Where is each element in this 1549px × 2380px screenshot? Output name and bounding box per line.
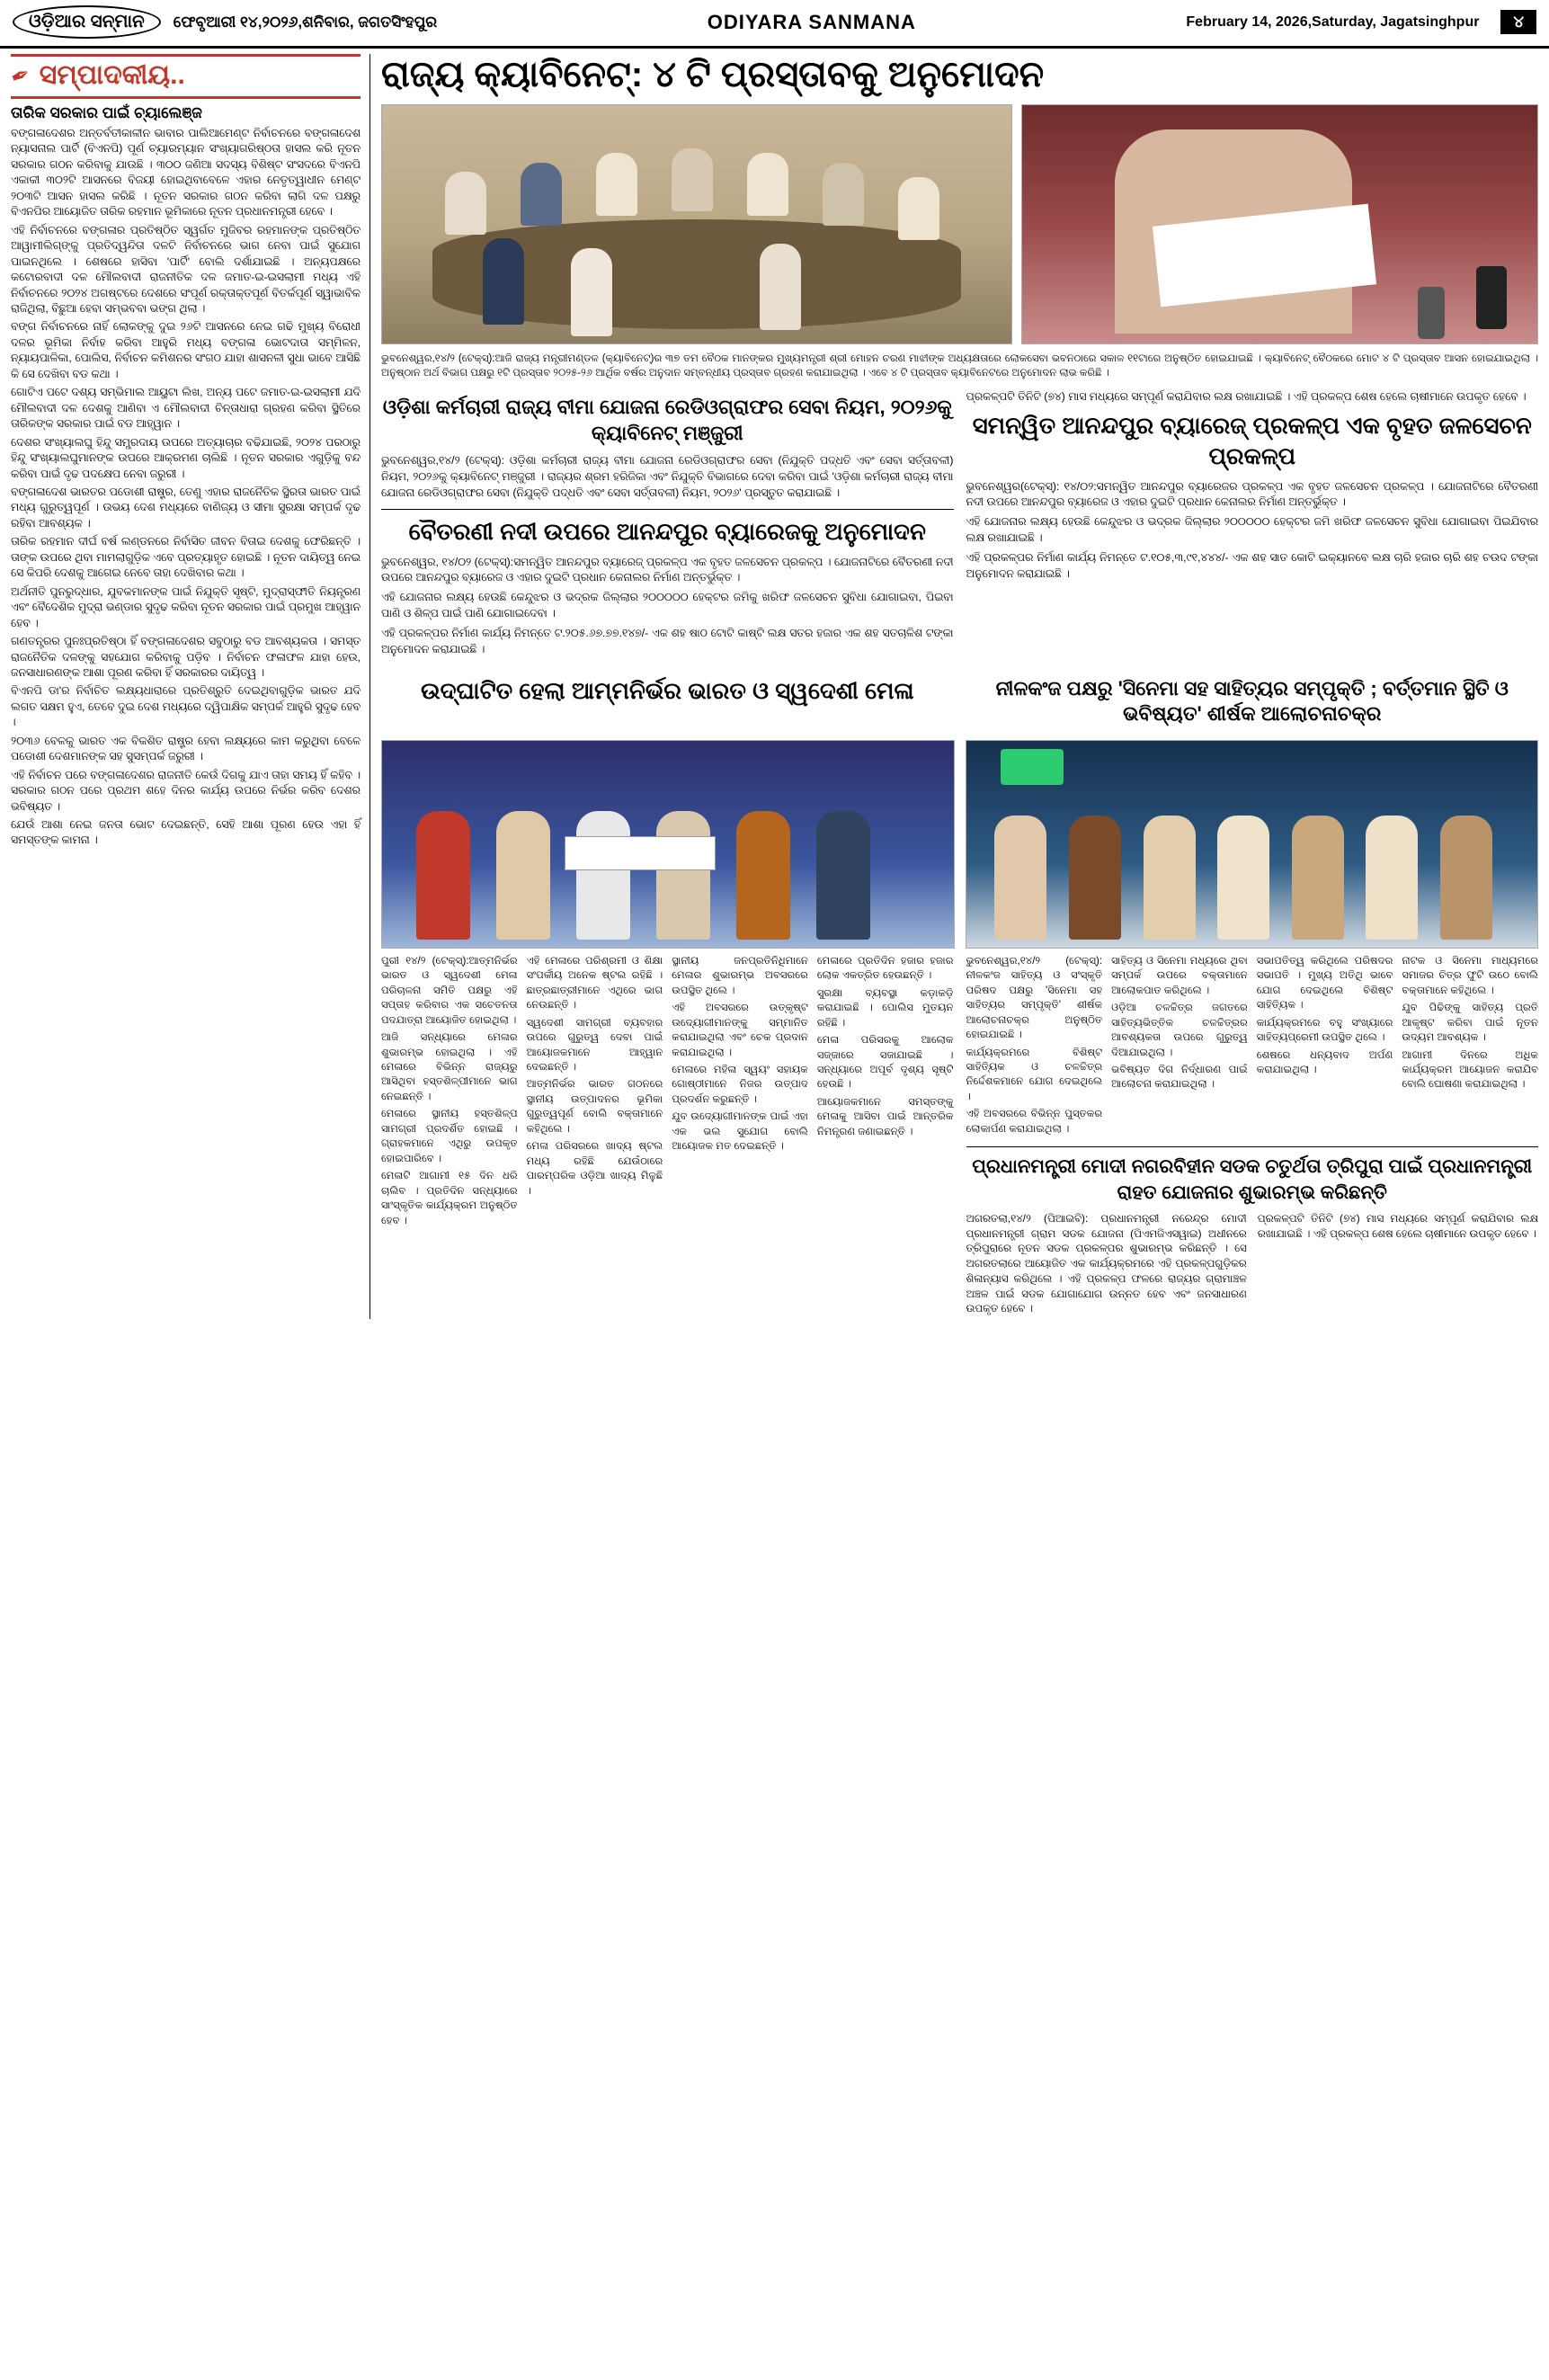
fair-column-4 — [817, 954, 954, 1231]
editorial-paragraph: ଏହି ନିର୍ବାଚନରେ ବଙ୍ଗଳାର ପ୍ରତିଷ୍ଠିତ ସ୍ୱର୍ଗତ ମୁଜିବର ରହମାନଙ୍କ ପ୍ରତିଷ୍ଠିତ ଆୱାମୀଲିଗ୍‌ଙ୍କୁ ପ୍ରତିଦ୍ୱନ୍ଦିତା ଦଳଟି ନିର୍ବାଚନରେ ଭାଗ ନେବା ପାଇଁ ସୁଯୋଗ ପାଇନଥିଲେ । ଶେଷରେ ହାସିବା 'ପାର୍ଟି' ବୋଲି ଦର୍ଶାଯାଇଛି । ଅନ୍ୟପକ୍ଷରେ କଟୋରବାଦୀ ଦଳ ମୌଲବାଦୀ ରାଜନୀତିକ ଦଳ ଜମାତ-ଇ-ଇସଲାମୀ ମଧ୍ୟ ଏହି ନିର୍ବାଚନରେ ୨୦୨୪ ଅଗଷ୍ଟରେ ଦେଶରେ ସଂପୂର୍ଣ ରକ୍ତାକ୍ତପୂର୍ଣ ବିତର୍କପୂର୍ଣ ସ୍ୱାଭାବିକ ରାଜିଥିଲା, ବିଛୁଆ ହେବା ସମ୍ଭବବା ଭଙ୍ଗ ଥିଲା । — [11, 223, 361, 315]
masthead-date-odia: ଫେବୃଆରୀ ୧୪,୨୦୨୬,ଶନିବାର, ଜଗତସିଂହପୁର — [173, 13, 438, 31]
lead-caption: ଭୁବନେଶ୍ୱର,୧୪/୨ (ଟେକ୍ସ୍):ଆଜି ରାଜ୍ୟ ମନ୍ତ୍ରୀମଣ୍ଡଳ (କ୍ୟାବିନେଟ୍)ର ୩୭ ତମ ବୈଠକ ମାନଙ୍କର ମୁଖ୍ୟମନ୍ତ୍ରୀ ଶ୍ରୀ ମୋହନ ଚରଣ ମାଝୀଙ୍କ ଅଧ୍ୟକ୍ଷତାରେ ଲୋକସେବା ଭବନଠାରେ ସକାଳ ୧୧ଟାରେ ଅନୁଷ୍ଠିତ ହୋଇଯାଇଛି । କ୍ୟାବିନେଟ୍ ବୈଠକରେ ମୋଟ ୪ ଟି ପ୍ରସ୍ତାବ ଆସନ ହୋଇଯାଇଥିଲା । ଅନୁଷ୍ଠାନ ଅର୍ଥ ବିଭାଗ ପକ୍ଷରୁ ୧ଟି ପ୍ରସ୍ତାବ ୨୦୨୫-୨୬ ଆର୍ଥିକ ବର୍ଷର ଅନୁଦାନ ସମ୍ବନ୍ଧୀୟ ପ୍ରସ୍ତାବ ଗ୍ରହଣ କରାଯାଇଥିଲା । ଏବେ ୪ ଟି ପ୍ରସ୍ତାବ କ୍ୟାବିନେଟରେ ଅନୁମୋଦନ ଲାଭ କରିଛି । — [381, 353, 1538, 379]
minister-press-photo — [1021, 104, 1538, 344]
editorial-paragraph: ଦେଶର ସଂଖ୍ୟାଲଘୁ ହିନ୍ଦୁ ସମ୍ପ୍ରଦାୟ ଉପରେ ଅତ୍ୟାଚାର ବଢିଯାଇଛି, ୨୦୨୪ ପରଠାରୁ ହିନ୍ଦୁ ସଂଖ୍ୟାଲଘୁମାନଙ୍କ ଉପରେ ଆକ୍ରମଣ ଚାଲିଛି । ନୂତନ ସରକାର ଏଗୁଡ଼ିକୁ ବନ୍ଦ କରିବା ପାଇଁ ଦୃଢ ପଦକ୍ଷେପ ନେବା ଜରୁରୀ । — [11, 435, 361, 480]
article-paragraph: ସ୍ୱଦେଶୀ ସାମଗ୍ରୀ ବ୍ୟବହାର ଉପରେ ଗୁରୁତ୍ୱ ଦେବା ପାଇଁ ଆୟୋଜକମାନେ ଆହ୍ୱାନ ଦେଇଛନ୍ତି । — [526, 1016, 663, 1073]
section-divider — [381, 509, 954, 510]
story-body-irrigation — [966, 479, 1539, 583]
editorial-headline: ତାରିକ ସରକାର ପାଇଁ ଚ୍ୟାଲେଞ୍ଜ — [11, 104, 202, 121]
editorial-paragraph: ବଙ୍ଗଳାଦେଶ ଭାରତର ପଡୋଶୀ ରାଷ୍ଟ୍ର, ତେଣୁ ଏହାର ରାଜନୈତିକ ସ୍ଥିରତା ଭାରତ ପାଇଁ ମଧ୍ୟ ଗୁରୁତ୍ୱପୂର୍ଣ । ଉଭୟ ଦେଶ ମଧ୍ୟରେ ବାଣିଜ୍ୟ ଓ ସୀମା ସୁରକ୍ଷା ସମ୍ପର୍କ ଦୃଢ ରହିବା ଆବଶ୍ୟକ । — [11, 485, 361, 530]
story-headline-radiographer: ଓଡ଼ିଶା କର୍ମଚାରୀ ରାଜ୍ୟ ବୀମା ଯୋଜନା ରେଡିଓଗ୍ରାଫର ସେବା ନିୟମ, ୨୦୨୬କୁ କ୍ୟାବିନେଟ୍ ମଞ୍ଜୁରୀ — [382, 396, 952, 444]
article-paragraph: ଆତ୍ମନିର୍ଭର ଭାରତ ଗଠନରେ ସ୍ଥାନୀୟ ଉତ୍ପାଦନର ଭୂମିକା ଗୁରୁତ୍ୱପୂର୍ଣ ବୋଲି ବକ୍ତାମାନେ କହିଥିଲେ । — [526, 1078, 663, 1135]
bottom-headline-row — [381, 671, 1538, 735]
article-paragraph: ମେଳାରେ ସ୍ଥାନୀୟ ହସ୍ତଶିଳ୍ପ ସାମଗ୍ରୀ ପ୍ରଦର୍ଶିତ ହୋଇଛି । ଗ୍ରାହକମାନେ ଏଥିରୁ ଉପକୃତ ହୋଇପାରିବେ । — [381, 1108, 518, 1164]
story-headline-modi: ପ୍ରଧାନମନ୍ତ୍ରୀ ମୋଦୀ ନଗରବିହୀନ ସଡକ ଚତୁର୍ଥତା ତ୍ରିପୁରା ପାଇଁ ପ୍ରଧାନମନ୍ତ୍ରୀ ରାହତ ଯୋଜନାର ଶୁଭାରମ୍ଭ କରିଛନ୍ତି — [972, 1156, 1533, 1203]
story-body-radiographer — [381, 453, 954, 501]
cabinet-meeting-photo — [381, 104, 1012, 344]
article-paragraph: ସୁରକ୍ଷା ବ୍ୟବସ୍ଥା କଡ଼ାକଡ଼ି କରାଯାଇଛି । ପୋଲିସ ମୁତୟନ ରହିଛି । — [816, 986, 954, 1029]
article-paragraph: ଯୁବ ପିଢିଙ୍କୁ ସାହିତ୍ୟ ପ୍ରତି ଆକୃଷ୍ଟ କରିବା ପାଇଁ ନୂତନ ଉଦ୍ୟମ ଆବଶ୍ୟକ । — [1402, 1002, 1538, 1044]
section-divider — [966, 1146, 1539, 1147]
article-paragraph: ଆଜି ସନ୍ଧ୍ୟାରେ ମେଳାର ଶୁଭାରମ୍ଭ ହୋଇଥିଲା । ଏହି ମେଳାରେ ବିଭିନ୍ନ ରାଜ୍ୟରୁ ଆସିଥିବା ହସ୍ତଶିଳ୍ପୀମାନେ ଭାଗ ନେଇଛନ୍ତି । — [381, 1031, 518, 1102]
article-paragraph: କାର୍ଯ୍ୟକ୍ରମରେ ବହୁ ସଂଖ୍ୟାରେ ସାହିତ୍ୟପ୍ରେମୀ ଉପସ୍ଥିତ ଥିଲେ । — [1256, 1016, 1393, 1044]
article-paragraph: ମେଳା ପରିସରକୁ ଆଲୋକ ସଜ୍ଜାରେ ସଜାଯାଇଛି । ସନ୍ଧ୍ୟାରେ ଅପୂର୍ବ ଦୃଶ୍ୟ ସୃଷ୍ଟି ହେଉଛି । — [816, 1034, 954, 1091]
story-paragraph: ଏହି ପ୍ରକଳ୍ପର ନିର୍ମାଣ କାର୍ଯ୍ୟ ନିମନ୍ତେ ଟ.୨୦୫.୬୭.୭୭.୧୪୭/- ଏକ ଶହ ଷାଠ ଟୋଟି କାଷ୍ଟି ଲକ୍ଷ ସତର ହଜାର ଏକ ଶହ ସତଚାଳିଶ ଟଙ୍କା ଅନୁମୋଦନ କରାଯାଇଛି । — [381, 626, 954, 655]
story-headline-irrigation: ସମନ୍ୱିତ ଆନନ୍ଦପୁର ବ୍ୟାରେଜ୍ ପ୍ରକଳ୍ପ ଏକ ବୃହତ ଜଳସେଚନ ପ୍ରକଳ୍ପ — [972, 412, 1532, 469]
seminar-article — [966, 954, 1539, 1319]
article-paragraph: ଏହି ଅବସରରେ ଉତ୍କୃଷ୍ଟ ଉଦ୍ୟୋଗୀମାନଙ୍କୁ ସମ୍ମାନିତ କରାଯାଇଥିଲା ଏବଂ ଚେକ ପ୍ରଦାନ କରାଯାଇଥିଲା । — [672, 1002, 808, 1058]
page-number-badge: ୪ — [1500, 10, 1536, 34]
article-paragraph: କାର୍ଯ୍ୟକ୍ରମରେ ବିଶିଷ୍ଟ ସାହିତ୍ୟିକ ଓ ଚଳଚ୍ଚିତ୍ର ନିର୍ଦ୍ଦେଶକମାନେ ଯୋଗ ଦେଇଥିଲେ । — [966, 1046, 1103, 1102]
masthead-date-english: February 14, 2026,Saturday, Jagatsinghpur — [1186, 13, 1480, 30]
story-paragraph: ଭୁବନେଶ୍ୱର(ଟେକ୍ସ୍): ୧୪/୦୨:ସମନ୍ୱିତ ଆନନ୍ଦପୁର ବ୍ୟାରେଜର ପ୍ରକଳ୍ପ ଏକ ବୃହତ ଜଳସେଚନ ପ୍ରକଳ୍ପ । ଯୋଜନାଟିରେ ବୈତରଣୀ ନଦୀ ଉପରେ ଆନନ୍ଦପୁର ବ୍ୟାରେଜ ଓ ଏହାର ଦୁଇଟି ପ୍ରଧାନ କେନାଲର ନିର୍ମାଣ ଅନ୍ତର୍ଭୁକ୍ତ । — [966, 479, 1538, 509]
article-paragraph: ନାଟକ ଓ ସିନେମା ମାଧ୍ୟମରେ ସମାଜର ଚିତ୍ର ଫୁଟି ଉଠେ ବୋଲି ବକ୍ତାମାନେ କହିଥିଲେ । — [1402, 954, 1538, 996]
article-paragraph: ସାହିତ୍ୟ ଓ ସିନେମା ମଧ୍ୟରେ ଥିବା ସମ୍ପର୍କ ଉପରେ ବକ୍ତାମାନେ ଆଲୋକପାତ କରିଥିଲେ । — [1111, 954, 1248, 996]
pen-icon: ✒ — [5, 58, 35, 92]
mid-left-column — [381, 389, 954, 661]
story-headline-seminar: ନୀଳକଂଜ ପକ୍ଷରୁ 'ସିନେମା ସହ ସାହିତ୍ୟର ସମ୍ପୃକ୍ତି ; ବର୍ତ୍ତମାନ ସ୍ଥିତି ଓ ଭବିଷ୍ୟତ' ଶୀର୍ଷକ ଆଲୋଚନାଚକ୍ର — [995, 676, 1509, 726]
article-paragraph: ଏହି ମେଳାରେ ପରିଶ୍ରମୀ ଓ ଶିକ୍ଷା ସଂପର୍କୀୟ ଅନେକ ଷ୍ଟଲ ରହିଛି । ଛାତ୍ରଛାତ୍ରୀମାନେ ଏଥିରେ ଭାଗ ନେଉଛନ୍ତି । — [526, 954, 663, 1012]
bottom-photo-row — [381, 740, 1538, 949]
fair-column-2 — [527, 954, 663, 1231]
article-paragraph: ଭବିଷ୍ୟତ ଦିଗ ନିର୍ଦ୍ଧାରଣ ପାଇଁ ଆଲୋଚନା କରାଯାଇଥିଲା । — [1111, 1063, 1248, 1091]
editorial-paragraph: ଅର୍ଥନୀତି ପୁନରୁଦ୍ଧାର, ଯୁବକମାନଙ୍କ ପାଇଁ ନିଯୁକ୍ତି ସୃଷ୍ଟି, ମୁଦ୍ରାସ୍ଫୀତି ନିୟନ୍ତ୍ରଣ ଏବଂ ବୈଦେଶିକ ମୁଦ୍ରା ଭଣ୍ଡାର ସୁଦୃଢ କରିବା ନୂତନ ସରକାର ପାଇଁ ପ୍ରମୁଖ ଆହ୍ୱାନ ହେବ । — [11, 584, 361, 629]
mid-section — [381, 389, 1538, 661]
article-paragraph: ମେଳା ପରିସରରେ ଖାଦ୍ୟ ଷ୍ଟଲ ମଧ୍ୟ ରହିଛି ଯେଉଁଠାରେ ପାରମ୍ପରିକ ଓଡ଼ିଆ ଖାଦ୍ୟ ମିଳୁଛି । — [526, 1140, 663, 1197]
article-paragraph: ଭୁବନେଶ୍ୱର,୧୪/୨ (ଟେକ୍ସ୍): ନୀଳକଂଜ ସାହିତ୍ୟ ଓ ସଂସ୍କୃତି ପରିଷଦ ପକ୍ଷରୁ 'ସିନେମା ସହ ସାହିତ୍ୟର ସମ୍ପୃକ୍ତି' ଶୀର୍ଷକ ଆଲୋଚନାଚକ୍ର ଅନୁଷ୍ଠିତ ହୋଇଯାଇଛି । — [966, 954, 1103, 1041]
article-paragraph: ମେଳାରେ ପ୍ରତିଦିନ ହଜାର ହଜାର ଲୋକ ଏକତ୍ରିତ ହେଉଛନ୍ତି । — [816, 954, 954, 982]
article-paragraph: ଓଡ଼ିଆ ଚଳଚ୍ଚିତ୍ର ଜଗତରେ ସାହିତ୍ୟଭିତ୍ତିକ ଚଳଚ୍ଚିତ୍ରର ଆବଶ୍ୟକତା ଉପରେ ଗୁରୁତ୍ୱ ଦିଆଯାଇଥିଲା । — [1111, 1002, 1248, 1058]
article-paragraph: ସ୍ଥାନୀୟ ଜନପ୍ରତିନିଧିମାନେ ମେଳାର ଶୁଭାରମ୍ଭ ଅବସରରେ ଉପସ୍ଥିତ ଥିଲେ । — [672, 954, 808, 996]
bottom-text-row — [381, 954, 1538, 1319]
masthead — [0, 0, 1549, 49]
lead-headline: ରାଜ୍ୟ କ୍ୟାବିନେଟ୍: ୪ ଟି ପ୍ରସ୍ତାବକୁ ଅନୁମୋଦନ — [381, 55, 1045, 94]
fair-column-3 — [672, 954, 808, 1231]
seminar-column-3 — [1257, 954, 1393, 1139]
article-paragraph: ଏହି ଅବସରରେ ବିଭିନ୍ନ ପୁସ୍ତକର ଲୋକାର୍ପଣ କରାଯାଇଥିଲା । — [966, 1108, 1103, 1135]
story-paragraph: ଏହି ଯୋଜନାର ଲକ୍ଷ୍ୟ ହେଉଛି କେନ୍ଦୁଝର ଓ ଭଦ୍ରକ ଜିଲ୍ଲାର ୨୦୦୦୦୦ ହେକ୍ଟର ଜମିକୁ ଖରିଫ ଜଳସେଚନ ସୁବିଧା ଯୋଗାଇବା, ପିଇବା ପାଣି ଓ ଶିଳ୍ପ ପାଇଁ ପାଣି ଯୋଗାଇଦେବା । — [381, 591, 954, 620]
story-paragraph: ଏହି ଯୋଜନାର ଲକ୍ଷ୍ୟ ହେଉଛି କେନ୍ଦୁଝର ଓ ଭଦ୍ରକ ଜିଲ୍ଲାର ୨୦୦୦୦୦ ହେକ୍ଟର ଜମି ଖରିଫ ଜଳସେଚନ ସୁବିଧା ଯୋଗାଇବା ପିଇଯିବାର ଲକ୍ଷ ରଖାଯାଇଛି । — [966, 515, 1538, 545]
book-release-photo — [966, 740, 1539, 949]
editorial-paragraph: ବଙ୍ଗ ନିର୍ବାଚନରେ ନାହିଁ ଲୋକଙ୍କୁ ଦୁଇ ୨୬ଟି ଆସନରେ ନେଇ ଗଢି ମୁଖ୍ୟ ବିରୋଧୀ ଦଳର ଭୂମିକା ନିର୍ବାହ କରିବା ଆହୁରି ମଧ୍ୟ ବଙ୍ଗଳା ଭୋଟଦାତା ସମ୍ମିଳନ, ନ୍ୟାୟପାଳିକା, ପୋଲିସ, ନିର୍ବାଚନ କମିଶନର ସଂଗଠ ଯାହା ଶାସନଳୀ ସୁଧା ଭାବେ ଆସିଛି କି ସେ ଦେଖିବା ବଡ କଥା । — [11, 320, 361, 380]
editorial-paragraph: ତାରିକ ରହମାନ ଦୀର୍ଘ ବର୍ଷ ଲଣ୍ଡନରେ ନିର୍ବାସିତ ଜୀବନ ବିତାଇ ଦେଶକୁ ଫେରିଛନ୍ତି । ତାଙ୍କ ଉପରେ ଥିବା ମାମଲାଗୁଡ଼ିକ ଏବେ ପ୍ରତ୍ୟାହୃତ ହୋଇଛି । ନୂତନ ଦାୟିତ୍ୱ ନେଇ ସେ କିପରି ଦେଶକୁ ଆଗେଇ ନେବେ ତାହା ଦେଖିବାର କଥା । — [11, 535, 361, 580]
story-paragraph: ଅଗରତଲା,୧୪/୨ (ପିଆଇବି): ପ୍ରଧାନମନ୍ତ୍ରୀ ନରେନ୍ଦ୍ର ମୋଦୀ ପ୍ରଧାନମନ୍ତ୍ରୀ ଗ୍ରାମ ସଡକ ଯୋଜନା (ପିଏମଜିଏସୱାଇ) ଅଧୀନରେ ତ୍ରିପୁରାରେ ନୂତନ ସଡକ ପ୍ରକଳ୍ପର ଶୁଭାରମ୍ଭ କରିଛନ୍ତି । ସେ ଅଗରତଲାରେ ଆୟୋଜିତ ଏକ କାର୍ଯ୍ୟକ୍ରମରେ ଏହି ପ୍ରକଳ୍ପଗୁଡ଼ିକର ଶିଳାନ୍ୟାସ କରିଥିଲେ । ଏହି ପ୍ରକଳ୍ପ ଫଳରେ ରାଜ୍ୟର ଗ୍ରାମାଞ୍ଚଳ ଅଞ୍ଚଳ ପାଇଁ ସଡକ ଯୋଗାଯୋଗ ଉନ୍ନତ ହେବ ଏବଂ ଜନସାଧାରଣ ଉପକୃତ ହେବେ । — [966, 1211, 1247, 1315]
editorial-paragraph: ଯେଉଁ ଆଶା ନେଇ ଜନତା ଭୋଟ ଦେଇଛନ୍ତି, ସେହି ଆଶା ପୂରଣ ହେଉ ଏହା ହିଁ ସମସ୍ତଙ୍କ କାମନା । — [11, 818, 361, 847]
story-body-radiographer-cont — [966, 389, 1539, 406]
masthead-right — [1186, 10, 1536, 34]
page-body — [0, 49, 1549, 1328]
article-paragraph: ଆଗାମୀ ଦିନରେ ଅଧିକ କାର୍ଯ୍ୟକ୍ରମ ଆୟୋଜନ କରାଯିବ ବୋଲି ଘୋଷଣା କରାଯାଇଥିଲା । — [1402, 1048, 1538, 1091]
story-headline-barrage: ବୈତରଣୀ ନଦୀ ଉପରେ ଆନନ୍ଦପୁର ବ୍ୟାରେଜକୁ ଅନୁମୋଦନ — [408, 517, 926, 545]
story-paragraph: ପ୍ରକଳ୍ପଟି ତିନିଟି (୭୪) ମାସ ମଧ୍ୟରେ ସମ୍ପୂର୍ଣ କରାଯିବାର ଲକ୍ଷ ରଖାଯାଇଛି । ଏହି ପ୍ରକଳ୍ପ ଶେଷ ହେଲେ ଚାଷୀମାନେ ଉପକୃତ ହେବେ । — [966, 390, 1527, 404]
fair-column-1 — [381, 954, 518, 1231]
fair-inauguration-photo — [381, 740, 955, 949]
seminar-column-2 — [1111, 954, 1248, 1139]
editorial-paragraph: ଏହି ନିର୍ବାଚନ ପରେ ବଙ୍ଗଳାଦେଶର ରାଜନୀତି କେଉଁ ଦିଗକୁ ଯାଏ ତାହା ସମୟ ହିଁ କହିବ । ସରକାର ଗଠନ ପରେ ପ୍ରଥମ ଶହେ ଦିନର କାର୍ଯ୍ୟ ଉପରେ ନିର୍ଭର କରିବ ଦେଶର ଭବିଷ୍ୟତ । — [11, 768, 361, 813]
editorial-paragraph: ୨୦୩୬ ବେଳକୁ ଭାରତ ଏକ ବିକଶିତ ରାଷ୍ଟ୍ର ହେବା ଲକ୍ଷ୍ୟରେ କାମ କରୁଥିବା ବେଳେ ପଡୋଶୀ ଦେଶମାନଙ୍କ ସହ ସୁସମ୍ପର୍କ ଜରୁରୀ । — [11, 734, 361, 763]
story-body-barrage — [381, 555, 954, 658]
newspaper-logo: ଓଡ଼ିଆର ସନ୍ମାନ — [13, 5, 161, 39]
article-paragraph: ପୁରୀ ୧୪/୨ (ଟେକ୍ସ୍):ଆତ୍ମନିର୍ଭର ଭାରତ ଓ ସ୍ୱଦେଶୀ ମେଳା ପରିଚାଳନା ସମିତି ପକ୍ଷରୁ ଏହି ସପ୍ତାହ କରିବାର ଏକ ସଚେତନତା ପଦଯାତ୍ରା ଆୟୋଜିତ ହୋଇଥିଲା । — [381, 954, 518, 1026]
article-paragraph: ଶେଷରେ ଧନ୍ୟବାଦ ଅର୍ପଣ କରାଯାଇଥିଲା । — [1256, 1048, 1393, 1075]
editorial-paragraph: ବଙ୍ଗଳାଦେଶର ଅନ୍ତର୍ବତୀକାଳୀନ ଭାବାର ପାଲିଆମେଣ୍ଟ ନିର୍ବାଚନରେ ବଙ୍ଗଳାଦେଶ ନ୍ୟାସନାଲ ପାର୍ଟି (ବିଏନପି) ପୂର୍ଣ ଚ୍ୟାରମ୍ୟାନ ସଂଖ୍ୟାଗରିଷ୍ଠତା ହାସଲ କରି ନୂତନ ସରକାର ଗଠନ କରିବାକୁ ଯାଉଛି । ୩୦୦ ଜଣିଆ ସଦସ୍ୟ ବିଶିଷ୍ଟ ସଂସଦରେ ବିଏନପି ଏକାକୀ ୩୦୨ଟି ଆସନରେ ବିଜୟୀ ହୋଇଥିବାବେଳେ ଏହାର ନେତୃତ୍ୱାଧୀନ ମେଣ୍ଟ ୨୦୩ଟି ଆସନ ହାସଲ କରିଛି । ନୂତନ ସରକାର ଗଠନ କରିବା ଲାଗି ଦଳ ପକ୍ଷରୁ ବିଏନପିର ଆୟୋଜିତ ତାରିକ ରହମାନ ଭୂମିକାରେ ନୂତନ ପ୍ରଧାନମନ୍ତ୍ରୀ ହେବେ । — [11, 127, 361, 218]
article-paragraph: ଯୁବ ଉଦ୍ୟୋଗୀମାନଙ୍କ ପାଇଁ ଏହା ଏକ ଭଲ ସୁଯୋଗ ବୋଲି ଆୟୋଜକ ମତ ଦେଇଛନ୍ତି । — [672, 1110, 808, 1153]
editorial-column — [5, 54, 370, 1319]
masthead-left — [13, 5, 437, 39]
editorial-badge: ସମ୍ପାଦକୀୟ.. — [39, 60, 185, 90]
article-paragraph: ମେଳାଟି ଆଗାମୀ ୧୫ ଦିନ ଧରି ଚାଲିବ । ପ୍ରତିଦିନ ସନ୍ଧ୍ୟାରେ ସାଂସ୍କୃତିକ କାର୍ଯ୍ୟକ୍ରମ ଅନୁଷ୍ଠିତ ହେବ । — [381, 1170, 518, 1226]
article-paragraph: ସଭାପତିତ୍ୱ କରିଥିଲେ ପରିଷଦର ସଭାପତି । ମୁଖ୍ୟ ଅତିଥି ଭାବେ ଯୋଗ ଦେଇଥିଲେ ବିଶିଷ୍ଟ ସାହିତ୍ୟିକ । — [1256, 954, 1393, 1012]
story-paragraph: ଭୁବନେଶ୍ୱର,୧୪/୨ (ଟେକ୍ସ୍): ଓଡ଼ିଶା କର୍ମଚାରୀ ରାଜ୍ୟ ବୀମା ଯୋଜନା ରେଡିଓଗ୍ରାଫର ସେବା (ନିଯୁକ୍ତି ପଦ୍ଧତି ଏବଂ ସେବା ସର୍ତ୍ତାବଳୀ) ନିୟମ, ୨୦୨୬କୁ କ୍ୟାବିନେଟ୍ ମଞ୍ଜୁରୀ । ରାଜ୍ୟର ଶ୍ରମ ହରିଜିକା ଏବଂ ନିଯୁକ୍ତି ବିଭାଗରେ ଦେବା କରିବା ପାଇଁ 'ଓଡ଼ିଶା କର୍ମଚାରୀ ରାଜ୍ୟ ବୀମା ଯୋଜନା ରେଡିଓଗ୍ରାଫର ସେବା (ନିଯୁକ୍ତି ପଦ୍ଧତି ଏବଂ ସେବା ସର୍ତ୍ତାବଳୀ) ନିୟମ, ୨୦୨୬' ପ୍ରସ୍ତୁତ କରାଯାଇଛି । — [381, 454, 954, 500]
main-content — [370, 54, 1538, 1319]
seminar-column-1 — [966, 954, 1103, 1139]
story-paragraph: ଏହି ପ୍ରକଳ୍ପର ନିର୍ମାଣ କାର୍ଯ୍ୟ ନିମନ୍ତେ ଟ.୧୦୫,୩,୯୧,୪୪୪/- ଏକ ଶହ ସାତ କୋଟି ଇକ୍ୟାନବେ ଲକ୍ଷ ଚାରି ହଜାର ଚାରି ଶହ ଚଉଦ ଟଙ୍କା ଅନୁମୋଦନ କରାଯାଇଛି । — [966, 550, 1538, 580]
seminar-column-4 — [1402, 954, 1538, 1139]
editorial-header — [5, 54, 361, 99]
editorial-paragraph: ଗଣତନ୍ତ୍ରର ପୁନଃପ୍ରତିଷ୍ଠା ହିଁ ବଙ୍ଗଳାଦେଶର ସବୁଠାରୁ ବଡ ଆବଶ୍ୟକତା । ସମସ୍ତ ରାଜନୈତିକ ଦଳଙ୍କୁ ସହଯୋଗ କରିବାକୁ ପଡ଼ିବ । ନିର୍ବାଚନ ଫଳାଫଳ ଯାହା ହେଉ, ଜନସାଧାରଣଙ୍କ ଆଶା ପୂରଣ କରିବା ହିଁ ସରକାରର ଦାୟିତ୍ୱ । — [11, 635, 361, 679]
article-paragraph: ଆୟୋଜକମାନେ ସମସ୍ତଙ୍କୁ ମେଳାକୁ ଆସିବା ପାଇଁ ଆନ୍ତରିକ ନିମନ୍ତ୍ରଣ ଜଣାଇଛନ୍ତି । — [816, 1095, 954, 1137]
lead-photo-row — [381, 104, 1538, 344]
article-paragraph: ମେଳାରେ ମହିଳା ସ୍ୱୟଂ ସହାୟକ ଗୋଷ୍ଠୀମାନେ ନିଜର ଉତ୍ପାଦ ପ୍ରଦର୍ଶନ କରୁଛନ୍ତି । — [672, 1063, 808, 1105]
story-headline-fair: ଉଦ୍‌ଘାଟିତ ହେଲା ଆମ୍ମନିର୍ଭର ଭାରତ ଓ ସ୍ୱଦେଶୀ ମେଳା — [420, 676, 914, 704]
editorial-paragraph: ବିଏନପି ଡା'ର ନିର୍ବାଚିତ ଲକ୍ଷ୍ୟଧାରାରେ ପ୍ରତିଶ୍ରୁତି ଦେଇଥିବାଗୁଡ଼ିକ ଭାରତ ଯଦି ଲଗତ ସକ୍ଷମ ହୁଏ, ତେବେ ଦୁଇ ଦେଶ ମଧ୍ୟରେ ଦ୍ୱିପାକ୍ଷିକ ସମ୍ପର୍କ ଆହୁରି ସୁଦୃଢ ହେବ । — [11, 684, 361, 729]
story-paragraph: ପ୍ରକଳ୍ପଟି ତିନିଟି (୭୪) ମାସ ମଧ୍ୟରେ ସମ୍ପୂର୍ଣ କରାଯିବାର ଲକ୍ଷ ରଖାଯାଇଛି । ଏହି ପ୍ରକଳ୍ପ ଶେଷ ହେଲେ ଚାଷୀମାନେ ଉପକୃତ ହେବେ । — [1257, 1211, 1538, 1240]
masthead-title: ODIYARA SANMANA — [707, 10, 916, 33]
mid-right-column — [966, 389, 1539, 661]
fair-article — [381, 954, 954, 1319]
story-paragraph: ଭୁବନେଶ୍ୱର, ୧୪/୦୨ (ଟେକ୍ସ୍):ସମନ୍ୱିତ ଆନନ୍ଦପୁର ବ୍ୟାରେଜ୍ ପ୍ରକଳ୍ପ ଏକ ବୃହତ ଜଳସେଚନ ପ୍ରକଳ୍ପ । ଯୋଜନାଟିରେ ବୈତରଣୀ ନଦୀ ଉପରେ ଆନନ୍ଦପୁର ବ୍ୟାରେଜ ଓ ଏହାର ଦୁଇଟି ପ୍ରଧାନ କେନାଲର ନିର୍ମାଣ ଅନ୍ତର୍ଭୁକ୍ତ । — [381, 555, 954, 584]
editorial-paragraph: ଗୋଟିଏ ପଟେ ଦଶ୍ୟ ସମ୍ଭିମାଲ ଆୟୁଟା ଲିଖ, ଅନ୍ୟ ପଟେ ଜମାତ-ଇ-ଇସଲାମୀ ଯଦି ମୌଲବାଦୀ ଦଳ ଦେଶକୁ ଆଣିବା ଏ ମୌଲବାଦୀ ଚିନ୍ତାଧାରା ଗ୍ରହଣ କରିବା ସ୍ଥିତିରେ ତାରିକଙ୍କ ସରକାର ପାଇଁ ବଡ ଆହ୍ୱାନ । — [11, 386, 361, 431]
